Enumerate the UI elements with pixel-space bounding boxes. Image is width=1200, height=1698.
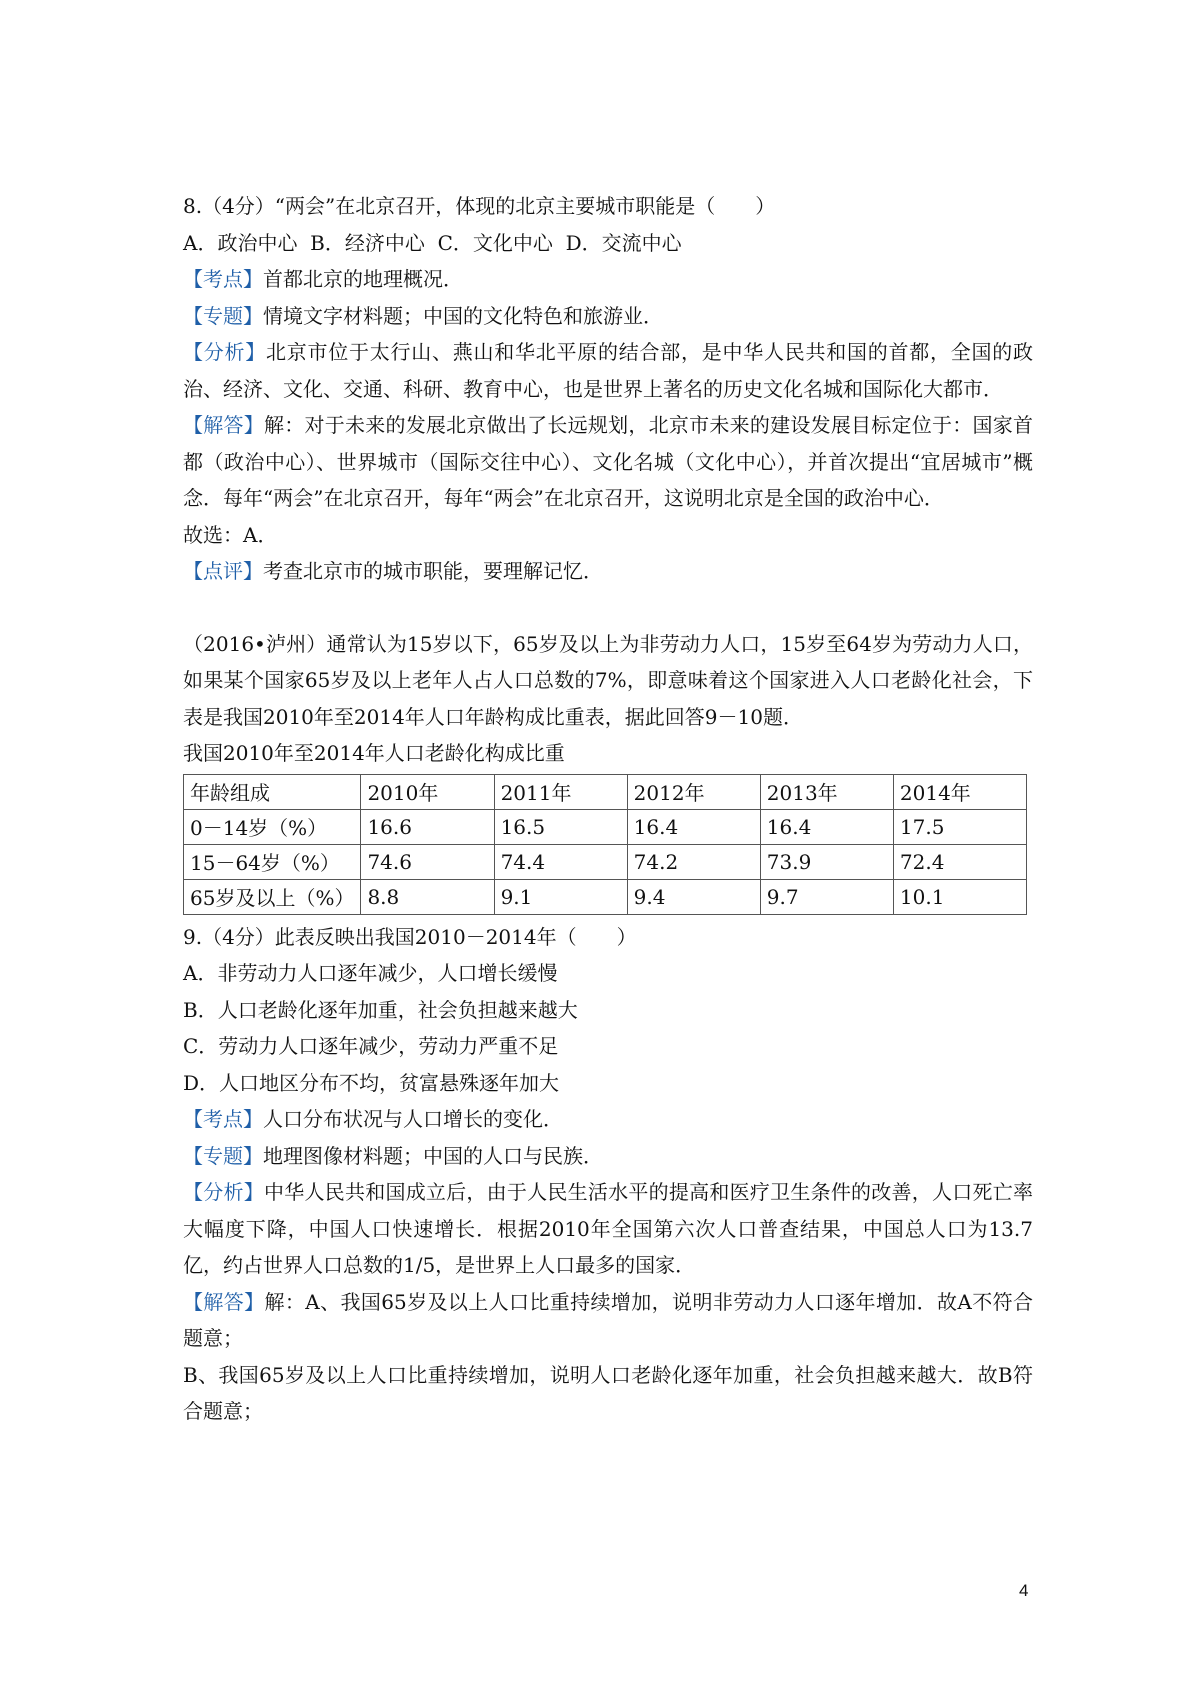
table-header-cell: 2010年	[361, 774, 494, 809]
fenxi-text: 中华人民共和国成立后，由于人民生活水平的提高和医疗卫生条件的改善，人口死亡率大幅度下降，中国人口快速增长．根据2010年全国第六次人口普查结果，中国总人口为13.7亿，约占世界人口总数的1/5，是世界上人口最多的国家．	[183, 1180, 1034, 1277]
table-cell: 16.6	[361, 809, 494, 844]
jieda-tag: 【解答】	[183, 413, 264, 437]
table-cell: 73.9	[760, 844, 893, 879]
section-gap	[183, 590, 1033, 626]
zhuanti-tag: 【专题】	[183, 1143, 263, 1168]
q8-kaodian	[183, 261, 1033, 298]
table-row	[184, 879, 1027, 914]
page-number: 4	[1019, 1581, 1029, 1600]
table-cell: 9.4	[627, 879, 760, 914]
table-cell: 74.4	[494, 844, 627, 879]
table-header-cell: 2013年	[760, 774, 893, 809]
table-header-cell: 2012年	[627, 774, 760, 809]
zhuanti-tag: 【专题】	[183, 303, 263, 328]
dianping-tag: 【点评】	[183, 559, 263, 583]
q9-jieda-b: B、我国65岁及以上人口比重持续增加，说明人口老龄化逐年加重，社会负担越来越大．故B符合题意；	[183, 1362, 1033, 1423]
q8-jieda	[183, 407, 1033, 517]
table-cell: 74.2	[627, 844, 760, 879]
table-header-row	[184, 774, 1027, 809]
table-cell: 9.1	[494, 879, 627, 914]
q9-fenxi	[183, 1174, 1033, 1284]
zhuanti-text: 情境文字材料题；中国的文化特色和旅游业．	[263, 303, 663, 328]
table-header-cell: 2014年	[893, 774, 1026, 809]
table-cell: 16.4	[760, 809, 893, 844]
table-cell: 15－64岁（%）	[184, 844, 361, 879]
table-cell: 16.5	[494, 809, 627, 844]
zhuanti-text: 地理图像材料题；中国的人口与民族．	[263, 1143, 603, 1168]
table-row	[184, 844, 1027, 879]
table-cell: 9.7	[760, 879, 893, 914]
kaodian-text: 人口分布状况与人口增长的变化．	[263, 1107, 563, 1131]
table-cell: 16.4	[627, 809, 760, 844]
q9-option-a: A．非劳动力人口逐年减少，人口增长缓慢	[183, 961, 558, 985]
q9-kaodian	[183, 1101, 1033, 1138]
q9-zhuanti	[183, 1138, 1033, 1175]
dianping-text: 考查北京市的城市职能，要理解记忆．	[263, 559, 603, 583]
table-cell: 0－14岁（%）	[184, 809, 361, 844]
kaodian-tag: 【考点】	[183, 267, 263, 291]
table-cell: 72.4	[893, 844, 1026, 879]
q9-option-d: D．人口地区分布不均，贫富悬殊逐年加大	[183, 1070, 560, 1095]
kaodian-text: 首都北京的地理概况．	[263, 267, 463, 291]
q8-stem: 8.（4分）“两会”在北京召开，体现的北京主要城市职能是（ ）	[183, 194, 776, 218]
jieda-tag: 【解答】	[183, 1289, 265, 1314]
q8-options: A．政治中心 B．经济中心 C．文化中心 D．交流中心	[183, 230, 682, 255]
table-header-cell: 2011年	[494, 774, 627, 809]
intro-text: （2016•泸州）通常认为15岁以下，65岁及以上为非劳动力人口，15岁至64岁为劳动力人口，如果某个国家65岁及以上老年人占人口总数的7%，即意味着这个国家进入人口老龄化社会，下表是我国2010年至2014年人口年龄构成比重表，据此回答9－10题．	[183, 631, 1033, 729]
fenxi-text: 北京市位于太行山、燕山和华北平原的结合部，是中华人民共和国的首都，全国的政治、经济、文化、交通、科研、教育中心，也是世界上著名的历史文化名城和国际化大都市．	[183, 340, 1033, 401]
population-table	[183, 774, 1027, 915]
q8-dianping	[183, 553, 1033, 590]
kaodian-tag: 【考点】	[183, 1107, 263, 1131]
table-title: 我国2010年至2014年人口老龄化构成比重	[183, 741, 565, 765]
fenxi-tag: 【分析】	[183, 1180, 264, 1204]
fenxi-tag: 【分析】	[183, 340, 266, 364]
page-content	[183, 188, 1033, 1430]
table-cell: 74.6	[361, 844, 494, 879]
q9-jieda	[183, 1284, 1033, 1357]
q8-fenxi	[183, 334, 1033, 407]
table-cell: 8.8	[361, 879, 494, 914]
table-row	[184, 809, 1027, 844]
table-cell: 17.5	[893, 809, 1026, 844]
q9-stem: 9.（4分）此表反映出我国2010－2014年（ ）	[183, 924, 637, 949]
q9-option-c: C．劳动力人口逐年减少，劳动力严重不足	[183, 1034, 559, 1058]
jieda-text: 解：对于未来的发展北京做出了长远规划，北京市未来的建设发展目标定位于：国家首都（政治中心）、世界城市（国际交往中心）、文化名城（文化中心），并首次提出“宜居城市”概念．每年“两会”在北京召开，每年“两会”在北京召开，这说明北京是全国的政治中心．	[183, 413, 1034, 510]
table-header-cell: 年龄组成	[184, 774, 361, 809]
table-cell: 10.1	[893, 879, 1026, 914]
q9-option-b: B．人口老龄化逐年加重，社会负担越来越大	[183, 997, 578, 1022]
jieda-text: 解：A、我国65岁及以上人口比重持续增加，说明非劳动力人口逐年增加．故A不符合题意；	[183, 1289, 1033, 1350]
table-cell: 65岁及以上（%）	[184, 879, 361, 914]
q8-answer: 故选：A．	[183, 522, 278, 547]
q8-zhuanti	[183, 298, 1033, 335]
